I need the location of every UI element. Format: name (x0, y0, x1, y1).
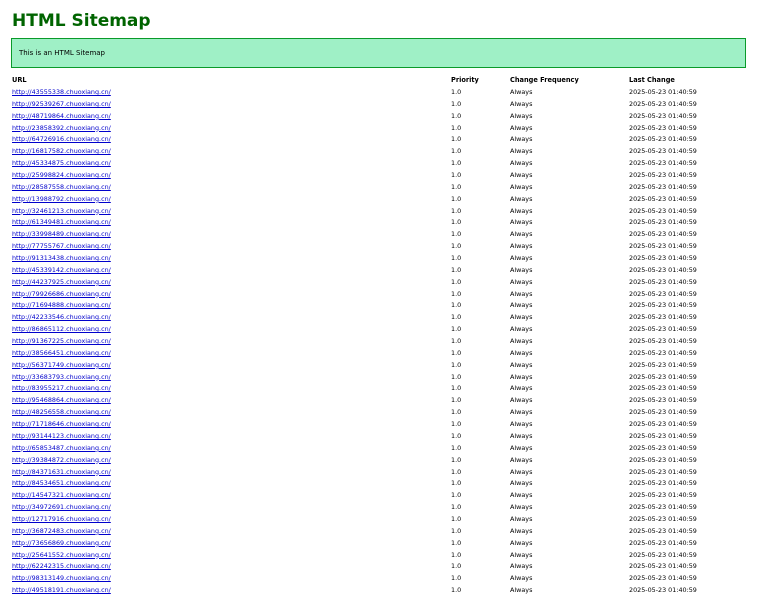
url-cell (11, 289, 450, 301)
last-change-cell: 2025-05-23 01:40:59 (629, 467, 697, 476)
frequency-cell: Always (510, 586, 533, 595)
url-cell (11, 467, 450, 479)
url-cell (11, 123, 450, 135)
table-row (11, 550, 751, 562)
sitemap-link[interactable]: http://25641552.chuoxiang.cn/ (12, 550, 111, 559)
sitemap-link[interactable]: http://98313149.chuoxiang.cn/ (12, 574, 111, 583)
sitemap-link[interactable]: http://39384872.chuoxiang.cn/ (12, 455, 111, 464)
url-cell (11, 573, 450, 585)
priority-cell: 1.0 (451, 313, 462, 322)
last-change-cell: 2025-05-23 01:40:59 (629, 301, 697, 310)
last-change-cell: 2025-05-23 01:40:59 (629, 99, 697, 108)
table-row (11, 289, 751, 301)
table-row (11, 229, 751, 241)
url-cell (11, 158, 450, 170)
frequency-cell: Always (510, 230, 533, 239)
url-cell (11, 395, 450, 407)
table-row (11, 158, 751, 170)
last-change-cell: 2025-05-23 01:40:59 (629, 574, 697, 583)
url-cell (11, 217, 450, 229)
sitemap-link[interactable]: http://23858392.chuoxiang.cn/ (12, 123, 111, 132)
frequency-cell: Always (510, 88, 533, 96)
frequency-cell: Always (510, 301, 533, 310)
url-cell (11, 526, 450, 538)
frequency-cell: Always (510, 443, 533, 452)
priority-cell: 1.0 (451, 325, 462, 334)
frequency-cell: Always (510, 182, 533, 191)
last-change-cell: 2025-05-23 01:40:59 (629, 123, 697, 132)
last-change-cell: 2025-05-23 01:40:59 (629, 206, 697, 215)
last-change-cell: 2025-05-23 01:40:59 (629, 230, 697, 239)
table-body (11, 87, 751, 597)
priority-cell: 1.0 (451, 123, 462, 132)
sitemap-link[interactable]: http://48256558.chuoxiang.cn/ (12, 408, 111, 417)
last-change-cell: 2025-05-23 01:40:59 (629, 265, 697, 274)
frequency-cell: Always (510, 254, 533, 263)
frequency-cell: Always (510, 503, 533, 512)
last-change-cell: 2025-05-23 01:40:59 (629, 159, 697, 168)
sitemap-link[interactable]: http://44237925.chuoxiang.cn/ (12, 277, 111, 286)
frequency-cell: Always (510, 111, 533, 120)
url-cell (11, 561, 450, 573)
sitemap-link[interactable]: http://28587558.chuoxiang.cn/ (12, 182, 111, 191)
last-change-cell: 2025-05-23 01:40:59 (629, 479, 697, 488)
last-change-cell: 2025-05-23 01:40:59 (629, 514, 697, 523)
sitemap-link[interactable]: http://36872483.chuoxiang.cn/ (12, 526, 111, 535)
table-row (11, 467, 751, 479)
priority-cell: 1.0 (451, 135, 462, 144)
priority-cell: 1.0 (451, 171, 462, 180)
last-change-cell: 2025-05-23 01:40:59 (629, 277, 697, 286)
table-row (11, 146, 751, 158)
last-change-cell: 2025-05-23 01:40:59 (629, 420, 697, 429)
table-row (11, 312, 751, 324)
sitemap-link[interactable]: http://33683793.chuoxiang.cn/ (12, 372, 111, 381)
frequency-cell: Always (510, 218, 533, 227)
priority-cell: 1.0 (451, 408, 462, 417)
url-cell (11, 182, 450, 194)
last-change-cell: 2025-05-23 01:40:59 (629, 396, 697, 405)
last-change-cell: 2025-05-23 01:40:59 (629, 538, 697, 547)
sitemap-link[interactable]: http://91367225.chuoxiang.cn/ (12, 337, 111, 346)
url-cell (11, 99, 450, 111)
url-cell (11, 419, 450, 431)
frequency-cell: Always (510, 289, 533, 298)
priority-cell: 1.0 (451, 574, 462, 583)
frequency-cell: Always (510, 337, 533, 346)
table-row (11, 170, 751, 182)
priority-cell: 1.0 (451, 562, 462, 571)
sitemap-link[interactable]: http://34972691.chuoxiang.cn/ (12, 503, 111, 512)
priority-cell: 1.0 (451, 479, 462, 488)
url-cell (11, 490, 450, 502)
priority-cell: 1.0 (451, 254, 462, 263)
table-row (11, 182, 751, 194)
column-header-last-change: Last Change (629, 76, 675, 84)
column-header-frequency: Change Frequency (510, 76, 579, 84)
sitemap-link[interactable]: http://48719864.chuoxiang.cn/ (12, 111, 111, 120)
priority-cell: 1.0 (451, 147, 462, 156)
priority-cell: 1.0 (451, 503, 462, 512)
priority-cell: 1.0 (451, 396, 462, 405)
priority-cell: 1.0 (451, 111, 462, 120)
url-cell (11, 538, 450, 550)
sitemap-link[interactable]: http://64726916.chuoxiang.cn/ (12, 135, 111, 144)
table-header-row (11, 74, 751, 87)
table-row (11, 324, 751, 336)
priority-cell: 1.0 (451, 491, 462, 500)
priority-cell: 1.0 (451, 337, 462, 346)
priority-cell: 1.0 (451, 384, 462, 393)
table-row (11, 372, 751, 384)
sitemap-link[interactable]: http://62242315.chuoxiang.cn/ (12, 562, 111, 571)
priority-cell: 1.0 (451, 455, 462, 464)
last-change-cell: 2025-05-23 01:40:59 (629, 254, 697, 263)
table-row (11, 502, 751, 514)
url-cell (11, 312, 450, 324)
url-cell (11, 194, 450, 206)
frequency-cell: Always (510, 372, 533, 381)
table-row (11, 455, 751, 467)
url-cell (11, 443, 450, 455)
page-title: HTML Sitemap (12, 11, 151, 31)
priority-cell: 1.0 (451, 467, 462, 476)
sitemap-table (11, 74, 751, 597)
sitemap-link[interactable]: http://13988792.chuoxiang.cn/ (12, 194, 111, 203)
sitemap-link[interactable]: http://77755767.chuoxiang.cn/ (12, 242, 111, 251)
table-row (11, 526, 751, 538)
table-row (11, 585, 751, 597)
frequency-cell: Always (510, 242, 533, 251)
table-row (11, 336, 751, 348)
priority-cell: 1.0 (451, 360, 462, 369)
priority-cell: 1.0 (451, 443, 462, 452)
frequency-cell: Always (510, 467, 533, 476)
priority-cell: 1.0 (451, 277, 462, 286)
url-cell (11, 407, 450, 419)
table-row (11, 348, 751, 360)
frequency-cell: Always (510, 206, 533, 215)
table-row (11, 134, 751, 146)
last-change-cell: 2025-05-23 01:40:59 (629, 372, 697, 381)
last-change-cell: 2025-05-23 01:40:59 (629, 135, 697, 144)
url-cell (11, 514, 450, 526)
last-change-cell: 2025-05-23 01:40:59 (629, 562, 697, 571)
last-change-cell: 2025-05-23 01:40:59 (629, 194, 697, 203)
table-row (11, 87, 751, 99)
table-row (11, 206, 751, 218)
sitemap-link[interactable]: http://56371749.chuoxiang.cn/ (12, 360, 111, 369)
frequency-cell: Always (510, 396, 533, 405)
sitemap-link[interactable]: http://84534651.chuoxiang.cn/ (12, 479, 111, 488)
table-row (11, 407, 751, 419)
sitemap-link[interactable]: http://71718646.chuoxiang.cn/ (12, 420, 111, 429)
last-change-cell: 2025-05-23 01:40:59 (629, 491, 697, 500)
priority-cell: 1.0 (451, 182, 462, 191)
table-row (11, 300, 751, 312)
last-change-cell: 2025-05-23 01:40:59 (629, 147, 697, 156)
priority-cell: 1.0 (451, 289, 462, 298)
frequency-cell: Always (510, 99, 533, 108)
frequency-cell: Always (510, 526, 533, 535)
last-change-cell: 2025-05-23 01:40:59 (629, 337, 697, 346)
url-cell (11, 206, 450, 218)
last-change-cell: 2025-05-23 01:40:59 (629, 443, 697, 452)
sitemap-link[interactable]: http://43555338.chuoxiang.cn/ (12, 88, 111, 96)
last-change-cell: 2025-05-23 01:40:59 (629, 586, 697, 595)
last-change-cell: 2025-05-23 01:40:59 (629, 526, 697, 535)
url-cell (11, 431, 450, 443)
last-change-cell: 2025-05-23 01:40:59 (629, 348, 697, 357)
priority-cell: 1.0 (451, 586, 462, 595)
last-change-cell: 2025-05-23 01:40:59 (629, 325, 697, 334)
priority-cell: 1.0 (451, 99, 462, 108)
last-change-cell: 2025-05-23 01:40:59 (629, 171, 697, 180)
frequency-cell: Always (510, 348, 533, 357)
frequency-cell: Always (510, 550, 533, 559)
frequency-cell: Always (510, 479, 533, 488)
table-row (11, 194, 751, 206)
table-row (11, 561, 751, 573)
priority-cell: 1.0 (451, 194, 462, 203)
sitemap-link[interactable]: http://65853487.chuoxiang.cn/ (12, 443, 111, 452)
url-cell (11, 277, 450, 289)
sitemap-link[interactable]: http://83955217.chuoxiang.cn/ (12, 384, 111, 393)
priority-cell: 1.0 (451, 431, 462, 440)
priority-cell: 1.0 (451, 206, 462, 215)
sitemap-link[interactable]: http://12717916.chuoxiang.cn/ (12, 514, 111, 523)
frequency-cell: Always (510, 123, 533, 132)
table-row (11, 241, 751, 253)
sitemap-link[interactable]: http://33998489.chuoxiang.cn/ (12, 230, 111, 239)
url-cell (11, 324, 450, 336)
frequency-cell: Always (510, 408, 533, 417)
table-row (11, 360, 751, 372)
table-row (11, 395, 751, 407)
url-cell (11, 300, 450, 312)
sitemap-link[interactable]: http://25998824.chuoxiang.cn/ (12, 171, 111, 180)
frequency-cell: Always (510, 420, 533, 429)
table-row (11, 265, 751, 277)
sitemap-link[interactable]: http://49518191.chuoxiang.cn/ (12, 586, 111, 595)
table-row (11, 111, 751, 123)
frequency-cell: Always (510, 431, 533, 440)
sitemap-link[interactable]: http://79926686.chuoxiang.cn/ (12, 289, 111, 298)
priority-cell: 1.0 (451, 218, 462, 227)
frequency-cell: Always (510, 147, 533, 156)
frequency-cell: Always (510, 325, 533, 334)
table-row (11, 123, 751, 135)
sitemap-link[interactable]: http://16817582.chuoxiang.cn/ (12, 147, 111, 156)
last-change-cell: 2025-05-23 01:40:59 (629, 313, 697, 322)
priority-cell: 1.0 (451, 230, 462, 239)
table-row (11, 253, 751, 265)
last-change-cell: 2025-05-23 01:40:59 (629, 408, 697, 417)
last-change-cell: 2025-05-23 01:40:59 (629, 431, 697, 440)
url-cell (11, 360, 450, 372)
url-cell (11, 455, 450, 467)
sitemap-link[interactable]: http://84371631.chuoxiang.cn/ (12, 467, 111, 476)
column-header-priority: Priority (451, 76, 479, 84)
frequency-cell: Always (510, 171, 533, 180)
last-change-cell: 2025-05-23 01:40:59 (629, 289, 697, 298)
url-cell (11, 372, 450, 384)
sitemap-link[interactable]: http://14547321.chuoxiang.cn/ (12, 491, 111, 500)
sitemap-link[interactable]: http://32461213.chuoxiang.cn/ (12, 206, 111, 215)
last-change-cell: 2025-05-23 01:40:59 (629, 218, 697, 227)
url-cell (11, 383, 450, 395)
frequency-cell: Always (510, 313, 533, 322)
last-change-cell: 2025-05-23 01:40:59 (629, 503, 697, 512)
table-row (11, 431, 751, 443)
last-change-cell: 2025-05-23 01:40:59 (629, 384, 697, 393)
priority-cell: 1.0 (451, 265, 462, 274)
sitemap-link[interactable]: http://92539267.chuoxiang.cn/ (12, 99, 111, 108)
sitemap-link[interactable]: http://42233546.chuoxiang.cn/ (12, 313, 111, 322)
table-row (11, 443, 751, 455)
url-cell (11, 111, 450, 123)
table-row (11, 538, 751, 550)
table-row (11, 478, 751, 490)
table-row (11, 99, 751, 111)
sitemap-link[interactable]: http://61349481.chuoxiang.cn/ (12, 218, 111, 227)
table-row (11, 490, 751, 502)
priority-cell: 1.0 (451, 372, 462, 381)
url-cell (11, 336, 450, 348)
last-change-cell: 2025-05-23 01:40:59 (629, 455, 697, 464)
frequency-cell: Always (510, 360, 533, 369)
url-cell (11, 253, 450, 265)
sitemap-link[interactable]: http://95468864.chuoxiang.cn/ (12, 396, 111, 405)
last-change-cell: 2025-05-23 01:40:59 (629, 242, 697, 251)
priority-cell: 1.0 (451, 420, 462, 429)
intro-text: This is an HTML Sitemap (19, 49, 105, 57)
sitemap-link[interactable]: http://73656869.chuoxiang.cn/ (12, 538, 111, 547)
priority-cell: 1.0 (451, 514, 462, 523)
sitemap-link[interactable]: http://45339142.chuoxiang.cn/ (12, 265, 111, 274)
url-cell (11, 550, 450, 562)
priority-cell: 1.0 (451, 88, 462, 96)
frequency-cell: Always (510, 491, 533, 500)
priority-cell: 1.0 (451, 301, 462, 310)
table-row (11, 514, 751, 526)
table-row (11, 383, 751, 395)
last-change-cell: 2025-05-23 01:40:59 (629, 111, 697, 120)
frequency-cell: Always (510, 194, 533, 203)
sitemap-link[interactable]: http://71694888.chuoxiang.cn/ (12, 301, 111, 310)
url-cell (11, 229, 450, 241)
url-cell (11, 87, 450, 99)
table-row (11, 573, 751, 585)
url-cell (11, 146, 450, 158)
priority-cell: 1.0 (451, 159, 462, 168)
last-change-cell: 2025-05-23 01:40:59 (629, 88, 697, 96)
frequency-cell: Always (510, 159, 533, 168)
priority-cell: 1.0 (451, 550, 462, 559)
sitemap-link[interactable]: http://45334875.chuoxiang.cn/ (12, 159, 111, 168)
last-change-cell: 2025-05-23 01:40:59 (629, 182, 697, 191)
url-cell (11, 265, 450, 277)
table-row (11, 277, 751, 289)
sitemap-link[interactable]: http://38566451.chuoxiang.cn/ (12, 348, 111, 357)
priority-cell: 1.0 (451, 526, 462, 535)
intro-box (11, 38, 746, 68)
url-cell (11, 478, 450, 490)
frequency-cell: Always (510, 135, 533, 144)
sitemap-link[interactable]: http://91313438.chuoxiang.cn/ (12, 254, 111, 263)
url-cell (11, 134, 450, 146)
last-change-cell: 2025-05-23 01:40:59 (629, 360, 697, 369)
table-row (11, 217, 751, 229)
frequency-cell: Always (510, 277, 533, 286)
priority-cell: 1.0 (451, 348, 462, 357)
frequency-cell: Always (510, 265, 533, 274)
frequency-cell: Always (510, 514, 533, 523)
priority-cell: 1.0 (451, 242, 462, 251)
frequency-cell: Always (510, 455, 533, 464)
sitemap-link[interactable]: http://86865112.chuoxiang.cn/ (12, 325, 111, 334)
frequency-cell: Always (510, 562, 533, 571)
last-change-cell: 2025-05-23 01:40:59 (629, 550, 697, 559)
frequency-cell: Always (510, 538, 533, 547)
url-cell (11, 585, 450, 597)
url-cell (11, 502, 450, 514)
column-header-url: URL (12, 76, 27, 84)
url-cell (11, 348, 450, 360)
url-cell (11, 241, 450, 253)
sitemap-link[interactable]: http://93144123.chuoxiang.cn/ (12, 431, 111, 440)
url-cell (11, 170, 450, 182)
frequency-cell: Always (510, 574, 533, 583)
table-row (11, 419, 751, 431)
priority-cell: 1.0 (451, 538, 462, 547)
frequency-cell: Always (510, 384, 533, 393)
